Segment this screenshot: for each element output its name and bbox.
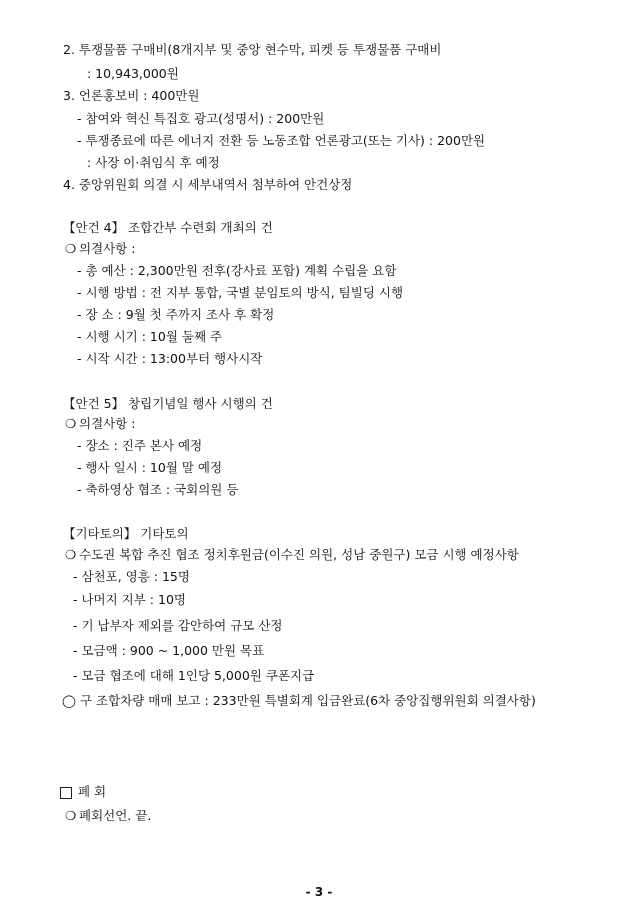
agenda-4-item: - 시작 시간 : 13:00부터 행사시작 [77,351,263,366]
agenda-5-item: - 축하영상 협조 : 국회의원 등 [77,482,239,497]
other-discussion-item: - 삼천포, 영흥 : 15명 [73,569,190,584]
circle-bullet-icon: ❍ [65,416,77,431]
closing-title: 폐 회 [78,784,107,799]
budget-item-3-sub-2: - 투쟁종료에 따른 에너지 전환 등 노동조합 언론광고(또는 기사) : 200만원 [77,133,486,148]
budget-item-3: 3. 언론홍보비 : 400만원 [63,88,200,103]
closing-statement: ❍ 폐회선언. 끝. [65,808,152,823]
agenda-4-item: - 시행 시기 : 10월 둘째 주 [77,329,223,344]
other-discussion-subject: ❍ 수도권 복합 추진 협조 정치후원금(이수진 의원, 성남 중원구) 모금 시행 예정사항 [65,547,519,562]
other-discussion-item: - 기 납부자 제외를 감안하여 규모 산정 [73,618,283,633]
agenda-5-title: 【안건 5】 창립기념일 행사 시행의 건 [63,396,273,411]
agenda-4-item: - 총 예산 : 2,300만원 전후(강사료 포함) 계획 수립을 요함 [77,263,397,278]
agenda-4-title: 【안건 4】 조합간부 수련회 개최의 건 [63,220,273,235]
budget-item-3-sub-2-note: : 사장 이·취임식 후 예정 [87,155,220,170]
vehicle-sale-report: ◯ 구 조합차량 매매 보고 : 233만원 특별회계 입금완료(6차 중앙집행위원회 의결사항) [62,693,536,708]
other-discussion-item: - 모금액 : 900 ~ 1,000 만원 목표 [73,643,265,658]
agenda-4-item: - 장 소 : 9월 첫 주까지 조사 후 확정 [77,307,275,322]
budget-item-2: 2. 투쟁물품 구매비(8개지부 및 중앙 현수막, 피켓 등 투쟁물품 구매비 [63,42,442,57]
agenda-5-decision: ❍ 의결사항 : [65,416,136,431]
circle-bullet-icon: ❍ [65,241,77,256]
other-discussion-item: - 모금 협조에 대해 1인당 5,000원 쿠폰지급 [73,668,315,683]
budget-item-3-sub-1: - 참여와 혁신 특집호 광고(성명서) : 200만원 [77,111,325,126]
agenda-5-item: - 행사 일시 : 10월 말 예정 [77,460,223,475]
agenda-4-item: - 시행 방법 : 전 지부 통합, 국별 분임토의 방식, 팀빌딩 시행 [77,285,404,300]
other-discussion-title: 【기타토의】 기타토의 [63,526,189,541]
agenda-4-decision: ❍ 의결사항 : [65,241,136,256]
agenda-5-item: - 장소 : 진주 본사 예정 [77,438,203,453]
circle-bullet-icon: ❍ [65,547,77,562]
other-discussion-item: - 나머지 지부 : 10명 [73,592,186,607]
page-number: - 3 - [305,885,333,899]
circle-bullet-icon: ❍ [65,808,77,823]
checkbox-square-icon [60,787,72,799]
budget-item-2-amount: : 10,943,000원 [87,66,179,81]
budget-item-4: 4. 중앙위원회 의결 시 세부내역서 첨부하여 안건상정 [63,177,353,192]
